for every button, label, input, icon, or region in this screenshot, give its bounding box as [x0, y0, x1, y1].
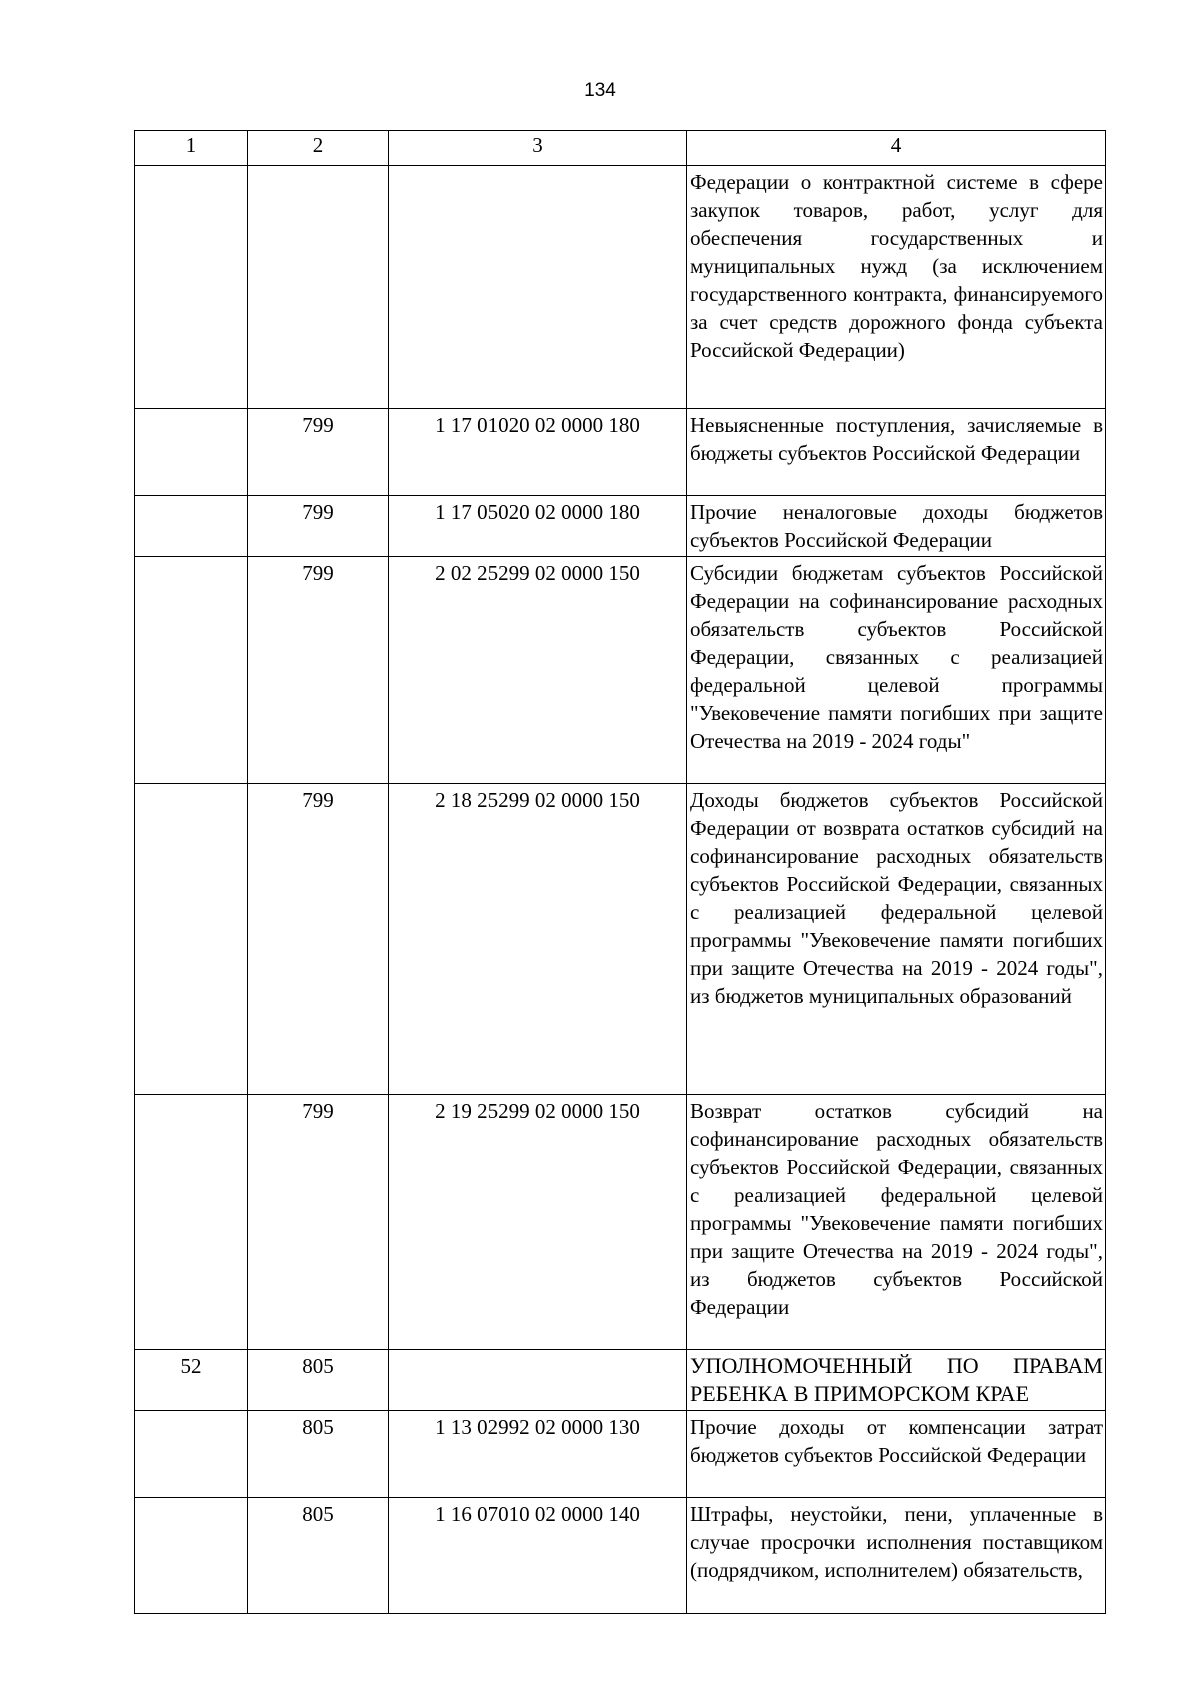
cell-budget-code: 1 17 01020 02 0000 180: [389, 409, 687, 496]
cell-section-number: [135, 557, 248, 784]
table-row: [135, 1350, 1106, 1411]
cell-section-number: [135, 1498, 248, 1614]
cell-admin-code: 799: [248, 557, 389, 784]
cell-description: Прочие неналоговые доходы бюджетов субъектов Российской Федерации: [687, 496, 1106, 557]
table-row: [135, 784, 1106, 1095]
cell-admin-code: [248, 166, 389, 409]
cell-budget-code: [389, 166, 687, 409]
table-row: [135, 496, 1106, 557]
cell-budget-code: 2 02 25299 02 0000 150: [389, 557, 687, 784]
cell-section-number: [135, 784, 248, 1095]
page-number: 134: [584, 80, 616, 101]
table-header-row: [135, 131, 1106, 166]
table-row: [135, 166, 1106, 409]
table-row: [135, 1411, 1106, 1498]
cell-admin-code: 805: [248, 1498, 389, 1614]
cell-budget-code: 2 19 25299 02 0000 150: [389, 1095, 687, 1350]
cell-admin-code: 805: [248, 1411, 389, 1498]
cell-description: Доходы бюджетов субъектов Российской Федерации от возврата остатков субсидий на софинансирование расходных обязательств субъектов Российской Федерации, связанных с реализацией федеральной целевой программы "Увековечение памяти погибших при защите Отечества на 2019 - 2024 годы", из бюджетов муниципальных образований: [687, 784, 1106, 1095]
cell-budget-code: [389, 1350, 687, 1411]
table-row: [135, 557, 1106, 784]
cell-budget-code: 2 18 25299 02 0000 150: [389, 784, 687, 1095]
table-row: [135, 409, 1106, 496]
budget-classification-table: [134, 130, 1106, 1614]
column-header-1: 1: [135, 131, 248, 166]
cell-description: Федерации о контрактной системе в сфере закупок товаров, работ, услуг для обеспечения государственных и муниципальных нужд (за исключением государственного контракта, финансируемого за счет средств дорожного фонда субъекта Российской Федерации): [687, 166, 1106, 409]
cell-section-number: 52: [135, 1350, 248, 1411]
cell-description: Прочие доходы от компенсации затрат бюджетов субъектов Российской Федерации: [687, 1411, 1106, 1498]
cell-section-number: [135, 166, 248, 409]
cell-budget-code: 1 17 05020 02 0000 180: [389, 496, 687, 557]
column-header-2: 2: [248, 131, 389, 166]
column-header-3: 3: [389, 131, 687, 166]
cell-admin-code: 799: [248, 1095, 389, 1350]
cell-section-number: [135, 496, 248, 557]
cell-description: Субсидии бюджетам субъектов Российской Федерации на софинансирование расходных обязательств субъектов Российской Федерации, связанных с реализацией федеральной целевой программы "Увековечение памяти погибших при защите Отечества на 2019 - 2024 годы": [687, 557, 1106, 784]
cell-admin-code: 799: [248, 496, 389, 557]
cell-description: Невыясненные поступления, зачисляемые в бюджеты субъектов Российской Федерации: [687, 409, 1106, 496]
cell-budget-code: 1 13 02992 02 0000 130: [389, 1411, 687, 1498]
cell-description: Штрафы, неустойки, пени, уплаченные в случае просрочки исполнения поставщиком (подрядчиком, исполнителем) обязательств,: [687, 1498, 1106, 1614]
cell-admin-code: 799: [248, 784, 389, 1095]
column-header-4: 4: [687, 131, 1106, 166]
cell-description: Возврат остатков субсидий на софинансирование расходных обязательств субъектов Российской Федерации, связанных с реализацией федеральной целевой программы "Увековечение памяти погибших при защите Отечества на 2019 - 2024 годы", из бюджетов субъектов Российской Федерации: [687, 1095, 1106, 1350]
cell-admin-code: 799: [248, 409, 389, 496]
cell-section-number: [135, 1411, 248, 1498]
cell-section-number: [135, 1095, 248, 1350]
table-row: [135, 1095, 1106, 1350]
cell-admin-code: 805: [248, 1350, 389, 1411]
cell-budget-code: 1 16 07010 02 0000 140: [389, 1498, 687, 1614]
cell-section-number: [135, 409, 248, 496]
table-row: [135, 1498, 1106, 1614]
cell-description: УПОЛНОМОЧЕННЫЙ ПО ПРАВАМ РЕБЕНКА В ПРИМОРСКОМ КРАЕ: [687, 1350, 1106, 1411]
